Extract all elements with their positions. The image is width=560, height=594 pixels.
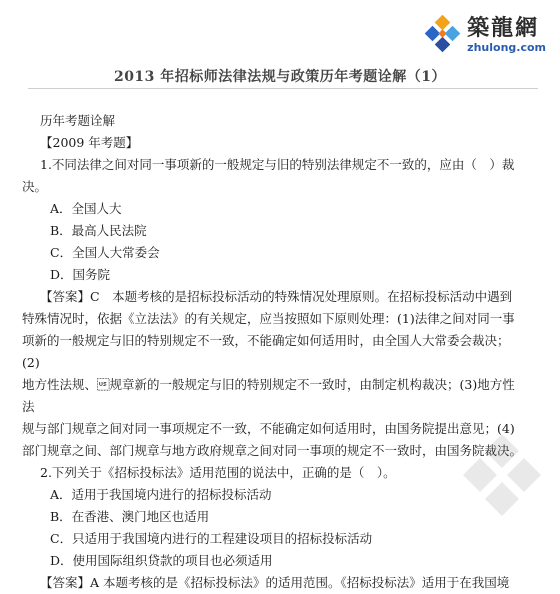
question-2-option-b: B．在香港、澳门地区也适用 [50, 509, 210, 524]
question-1-answer-line-4: 地方性法规、 规章新的一般规定与旧的特别规定不一致时，由制定机构裁决；(3)地方性法 [22, 377, 515, 414]
question-2-stem: 2.下列关于《招标投标法》适用范围的说法中，正确的是（ ）。 [40, 465, 396, 480]
year-tag: 【2009 年考题】 [40, 135, 139, 150]
question-2-option-d: D．使用国际组织贷款的项目也必须适用 [50, 553, 273, 568]
logo-domain: zhulong.com [467, 41, 546, 54]
question-1-answer-line-6: 部门规章之间、部门规章与地方政府规章之间对同一事项的规定不一致时，由国务院裁决。 [22, 443, 523, 458]
question-1-answer-line-2: 特殊情况时，依据《立法法》的有关规定，应当按照如下原则处理：(1)法律之间对同一事 [22, 311, 515, 326]
watermark-logo-icon [458, 435, 548, 525]
title-divider [28, 88, 538, 89]
question-1-answer-line-5: 规与部门规章之间对同一事项规定不一致，不能确定如何适用时，由国务院提出意见；(4) [22, 421, 515, 436]
question-1-answer-line-3: 项新的一般规定与旧的特别规定不一致，不能确定如何适用时，由全国人大常委会裁决；(2) [22, 333, 510, 370]
question-2-option-a: A．适用于我国境内进行的招标投标活动 [50, 487, 272, 502]
question-2-option-c: C．只适用于我国境内进行的工程建设项目的招标投标活动 [50, 531, 373, 546]
question-1-stem-line-1: 1.不同法律之间对同一事项新的一般规定与旧的特别法律规定不一致的，应由（ ）裁 [40, 157, 515, 172]
question-1-option-a: A．全国人大 [50, 201, 122, 216]
question-1-option-b: B．最高人民法院 [50, 223, 147, 238]
question-1-option-c: C．全国人大常委会 [50, 245, 160, 260]
document-body [22, 110, 522, 594]
logo-name: 築龍網 [467, 15, 540, 41]
question-2-answer: 【答案】A 本题考核的是《招标投标法》的适用范围。《招标投标法》适用于在我国境 [40, 575, 510, 590]
question-1-option-d: D．国务院 [50, 267, 111, 282]
zhulong-logo [423, 10, 546, 60]
question-1-answer-line-1: 【答案】C 本题考核的是招标投标活动的特殊情况处理原则。在招标投标活动中遇到 [40, 289, 513, 304]
section-heading: 历年考题诠解 [40, 113, 116, 128]
question-1-stem-line-2: 决。 [22, 179, 48, 194]
document-title: 2013 年招标师法律法规与政策历年考题诠解（1） [113, 69, 447, 85]
zhulong-logo-icon [423, 15, 463, 55]
